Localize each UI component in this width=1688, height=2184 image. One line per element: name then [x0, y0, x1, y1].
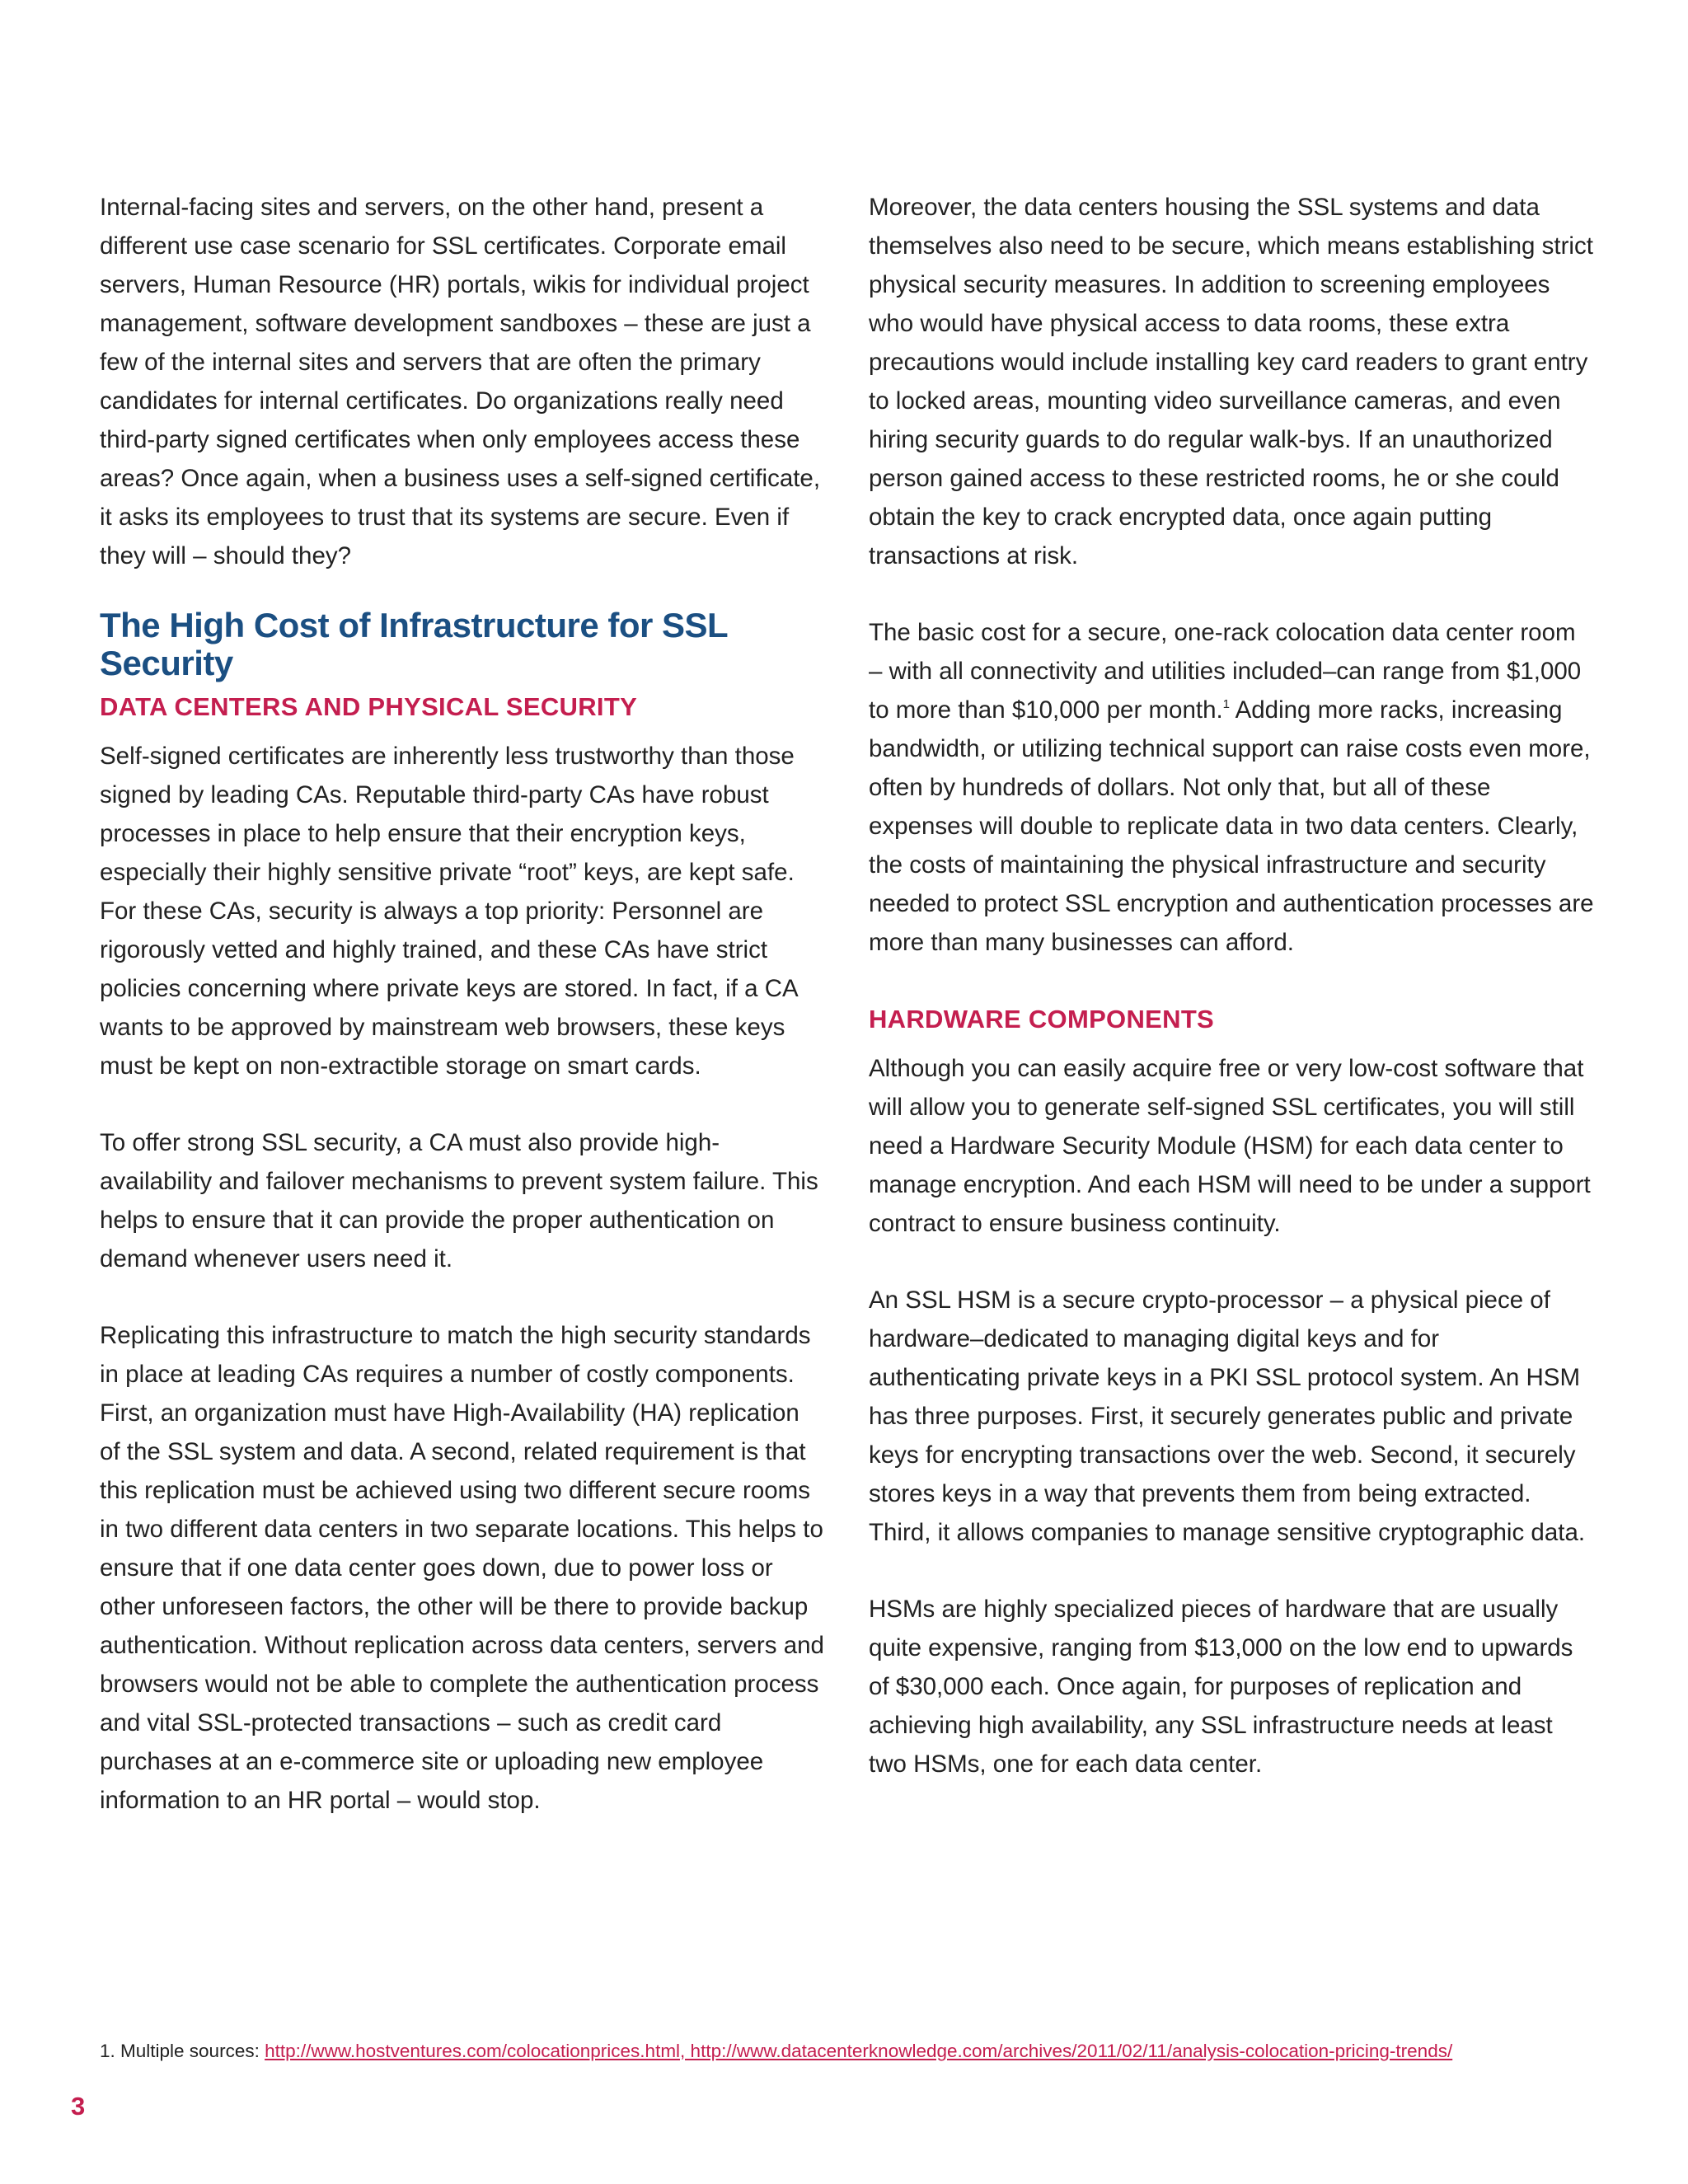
paragraph-self-signed: Self-signed certificates are inherently less trustworthy than those signed by leading CAs. Reputable third-party CAs have robust processes in place to help ensure that their encryption keys, especially their highly sensitive private “root” keys, are kept safe. For these CAs, security is always a top priority: Personnel are rigorously vetted and highly trained, and these CAs have strict policies concerning where private keys are stored. In fact, if a CA wants to be approved by mainstream web browsers, these keys must be kept on non-extractible storage on smart cards.: [100, 743, 798, 1080]
left-column: [100, 188, 825, 1858]
paragraph-internal-sites: Internal-facing sites and servers, on the other hand, present a different use case scenario for SSL certificates. Corporate email servers, Human Resource (HR) portals, wikis for individual project management, software development sandboxes – these are just a few of the internal sites and servers that are often the primary candidates for internal certificates. Do organizations really need third-party signed certificates when only employees access these areas? Once again, when a business uses a self-signed certificate, it asks its employees to trust that its systems are secure. Even if they will – should they?: [100, 194, 821, 569]
paragraph-hsms-cost: HSMs are highly specialized pieces of hardware that are usually quite expensive, ranging from $13,000 on the low end to upwards of $30,000 each. Once again, for purposes of replication and achieving high availability, any SSL infrastructure needs at least two HSMs, one for each data center.: [869, 1596, 1573, 1778]
footnote-marker[interactable]: 1: [1222, 697, 1231, 711]
paragraph-although: Although you can easily acquire free or very low-cost software that will allow you to generate self-signed SSL certificates, you will still need a Hardware Security Module (HSM) for each data center to manage encryption. And each HSM will need to be under a support contract to ensure business continuity.: [869, 1055, 1591, 1237]
paragraph-ssl-hsm: An SSL HSM is a secure crypto-processor – a physical piece of hardware–dedicated to managing digital keys and for authenticating private keys in a PKI SSL protocol system. An HSM has three purposes. First, it securely generates public and private keys for encrypting transactions over the web. Second, it securely stores keys in a way that prevents them from being extracted. Third, it allows companies to manage sensitive cryptographic data.: [869, 1286, 1586, 1546]
section-title: The High Cost of Infrastructure for SSL Security: [100, 606, 728, 682]
footnote-prefix: 1. Multiple sources:: [100, 2041, 265, 2061]
paragraph-basic-cost: [869, 613, 1594, 962]
basic-cost-text-a: The basic cost for a secure, one-rack colocation data center room – with all connectivity and utilities included–can range from $1,000 to more than $10,000 per month.: [869, 619, 1582, 724]
paragraph-moreover: Moreover, the data centers housing the SSL systems and data themselves also need to be secure, which means establishing strict physical security measures. In addition to screening employees who would have physical access to data rooms, these extra precautions would include installing key card readers to grant entry to locked areas, mounting video surveillance cameras, and even hiring security guards to do regular walk-bys. If an unauthorized person gained access to these restricted rooms, he or she could obtain the key to crack encrypted data, once again putting transactions at risk.: [869, 194, 1593, 569]
footnote: [100, 2039, 1452, 2064]
paragraph-offer-ssl: To offer strong SSL security, a CA must also provide high-availability and failover mechanisms to prevent system failure. This helps to ensure that it can provide the proper authentication on demand whenever users need it.: [100, 1129, 818, 1272]
basic-cost-text-b: Adding more racks, increasing bandwidth, or utilizing technical support can raise costs even more, often by hundreds of dollars. Not only that, but all of these expenses will double to replicate data in two data centers. Clearly, the costs of maintaining the physical infrastructure and security needed to protect SSL encryption and authentication processes are more than many businesses can afford.: [869, 696, 1594, 956]
subheading-hardware: HARDWARE COMPONENTS: [869, 1005, 1215, 1033]
paragraph-replicating: Replicating this infrastructure to match the high security standards in place at leading CAs requires a number of costly components. First, an organization must have High-Availability (HA) replication of the SSL system and data. A second, related requirement is that this replication must be achieved using two different secure rooms in two different data centers in two separate locations. This helps to ensure that if one data center goes down, due to power loss or other unforeseen factors, the other will be there to provide backup authentication. Without replication across data centers, servers and browsers would not be able to complete the authentication process and vital SSL-protected transactions – such as credit card purchases at an e-commerce site or uploading new employee information to an HR portal – would stop.: [100, 1322, 824, 1814]
right-column: [869, 188, 1594, 1821]
subheading-data-centers: DATA CENTERS AND PHYSICAL SECURITY: [100, 692, 638, 721]
page-number: 3: [71, 2092, 86, 2121]
footnote-source-links[interactable]: http://www.hostventures.com/colocationprices.html, http://www.datacenterknowledge.com/archives/2011/02/11/analysis-colocation-pricing-trends/: [265, 2041, 1453, 2061]
